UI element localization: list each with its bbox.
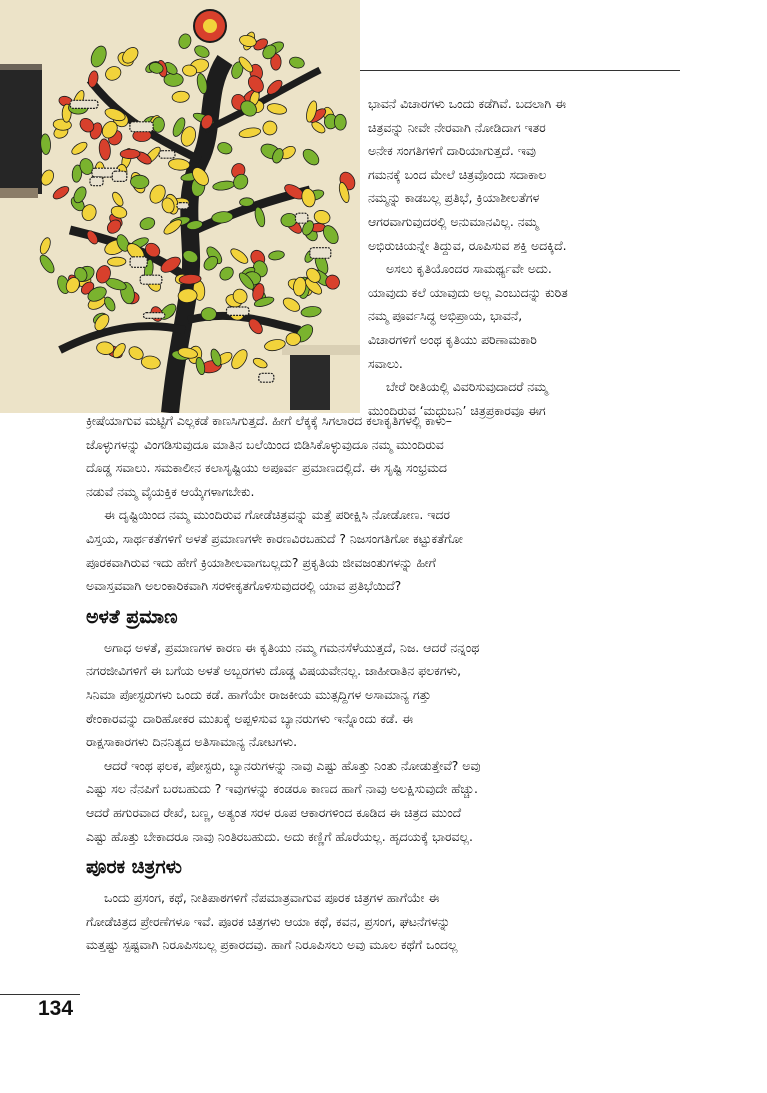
section-heading: ಅಳತೆ ಪ್ರಮಾಣ xyxy=(86,605,178,628)
paragraph xyxy=(86,754,686,848)
footer-rule xyxy=(0,994,80,995)
text-line: ಜೊಳ್ಳುಗಳನ್ನು ವಿಂಗಡಿಸುವುದೂ ಮಾತಿನ ಬಲೆಯಿಂದ ಬಿಡಿಸಿಕೊಳ್ಳುವುದೂ ನಮ್ಮ ಮುಂದಿರುವ xyxy=(86,436,444,452)
text-line: ದೊಡ್ಡ ಸವಾಲು. ಸಮಕಾಲೀನ ಕಲಾಸೃಷ್ಟಿಯು ಅಪೂರ್ವ ಪ್ರಮಾಣದಲ್ಲಿದೆ. ಈ ಸೃಷ್ಟಿ ಸಂಭ್ರಮದ xyxy=(86,460,447,476)
animal-figure xyxy=(112,171,127,181)
animal-figure xyxy=(130,122,153,132)
text-line: ನಡುವೆ ನಮ್ಮ ವೈಯಕ್ತಿಕ ಆಯ್ಕೆಗಳಾಗಬೇಕು. xyxy=(86,483,255,499)
text-line: ಕ್ರೀಷೆಯಾಗುವ ಮಟ್ಟಿಗೆ ಎಲ್ಲಕಡೆ ಕಾಣಸಿಗುತ್ತದೆ. ಹೀಗೆ ಲೆಕ್ಕಕ್ಕೆ ಸಿಗಲಾರದ ಕಲಾಕೃತಿಗಳಲ್ಲಿ ಕಾಳು– xyxy=(86,413,452,428)
text-line: ಒಂದು ಪ್ರಸಂಗ, ಕಥೆ, ನೀತಿಪಾಠಗಳಿಗೆ ನೆಪಮಾತ್ರವಾಗುವ ಪೂರಕ ಚಿತ್ರಗಳ ಹಾಗೆಯೇ ಈ xyxy=(104,890,440,906)
text-line: ಸಿನಿಮಾ ಪೋಸ್ಟರುಗಳು ಒಂದು ಕಡೆ. ಹಾಗೆಯೇ ರಾಜಕೀಯ ಮುತ್ಸದ್ದಿಗಳ ಅಸಾಮಾನ್ಯ ಗತ್ತು xyxy=(86,686,432,702)
leaf-mark xyxy=(334,114,347,130)
animal-figure xyxy=(90,177,103,186)
text-line: ಅಭಿರುಚಿಯನ್ನೇ ತಿದ್ದುವ, ರೂಪಿಸುವ ಶಕ್ತಿ ಅದಕ್ಕಿದೆ. xyxy=(368,237,567,253)
paragraph xyxy=(86,886,686,957)
page-number: 134 xyxy=(38,997,74,1020)
text-line: ಪೂರಕವಾಗಿರುವ ಇದು ಹೇಗೆ ಕ್ರಿಯಾಶೀಲವಾಗಬಲ್ಲದು? ಪ್ರಕೃತಿಯ ಜೀವಜಂತುಗಳನ್ನು ಹೀಗೆ xyxy=(86,554,436,570)
leaf-mark xyxy=(201,307,216,320)
animal-figure xyxy=(143,313,165,319)
text-line: ಮುಂದಿರುವ ‘ಮಧುಬನಿ’ ಚಿತ್ರಪ್ರಕಾರವೂ ಈಗ xyxy=(368,402,546,418)
animal-figure xyxy=(140,275,162,284)
text-line: ಅಗಾಧ ಅಳತೆ, ಪ್ರಮಾಣಗಳ ಕಾರಣ ಈ ಕೃತಿಯು ನಮ್ಮ ಗಮನಸೆಳೆಯುತ್ತದೆ, ನಿಜ. ಆದರೆ ನನ್ನಂಥ xyxy=(104,639,480,655)
text-line: ಭಾವನೆ ವಿಚಾರಗಳು ಒಂದು ಕಡೆಗಿವೆ. ಬದಲಾಗಿ ಈ xyxy=(368,96,566,111)
text-line: ಅನೇಕ ಸಂಗತಿಗಳಿಗೆ ದಾರಿಯಾಗುತ್ತದೆ. ಇವು xyxy=(368,143,536,159)
text-line: ವಿಚಾರಗಳಿಗೆ ಅಂಥ ಕೃತಿಯು ಪರಿಣಾಮಕಾರಿ xyxy=(368,331,537,347)
animal-figure xyxy=(177,203,189,209)
leaf-mark xyxy=(120,149,140,159)
text-line: ಠೇಂಕಾರವನ್ನು ದಾರಿಹೋಕರ ಮುಖಕ್ಕೆ ಅಪ್ಪಳಿಸುವ ಬ್ಯಾನರುಗಳು ಇನ್ನೊಂದು ಕಡೆ. ಈ xyxy=(86,710,413,726)
text-line: ಎಷ್ಟು ಹೊತ್ತು ಬೇಕಾದರೂ ನಾವು ನಿಂತಿರಬಹುದು. ಅದು ಕಣ್ಣಿಗೆ ಹೊರೆಯಲ್ಲ. ಹೃದಯಕ್ಕೆ ಭಾರವಲ್ಲ. xyxy=(86,828,473,844)
main-text xyxy=(86,409,686,957)
text-line: ನಮ್ಮ ಪೂರ್ವಸಿದ್ಧ ಅಭಿಪ್ರಾಯ, ಭಾವನೆ, xyxy=(368,308,523,324)
text-line: ಗೋಡೆಚಿತ್ರದ ಪ್ರೇರಣೆಗಳೂ ಇವೆ. ಪೂರಕ ಚಿತ್ರಗಳು ಆಯಾ ಕಥೆ, ಕವನ, ಪ್ರಸಂಗ, ಘಟನೆಗಳನ್ನು xyxy=(86,913,451,929)
text-line: ಎಷ್ಟು ಸಲ ನೆನಪಿಗೆ ಬರಬಹುದು ? ಇವುಗಳನ್ನು ಕಂಡರೂ ಕಾಣದ ಹಾಗೆ ನಾವು ಅಲಕ್ಷಿಸುವುದೇ ಹೆಚ್ಚು. xyxy=(86,781,478,797)
text-line: ಅಸಲು ಕೃತಿಯೊಂದರ ಸಾಮರ್ಥ್ಯವೇ ಅದು. xyxy=(386,261,552,277)
text-line: ಬೇರೆ ರೀತಿಯಲ್ಲಿ ವಿವರಿಸುವುದಾದರೆ ನಮ್ಮ xyxy=(386,379,548,395)
text-line: ರಾಕ್ಷಸಾಕಾರಗಳು ದಿನನಿತ್ಯದ ಅತಿಸಾಮಾನ್ಯ ನೋಟಗಳು. xyxy=(86,734,298,750)
animal-figure xyxy=(296,213,308,223)
leaf-mark xyxy=(239,198,253,207)
text-line: ಅವಾಸ್ತವವಾಗಿ ಅಲಂಕಾರಿಕವಾಗಿ ಸರಳೀಕೃತಗೊಳಿಸುವುದರಲ್ಲಿ ಯಾವ ಪ್ರತಿಭೆಯಿದೆ? xyxy=(86,578,402,594)
text-line: ಸವಾಲು. xyxy=(368,355,403,371)
madhubani-tree-artwork xyxy=(0,0,360,413)
animal-figure xyxy=(259,373,274,382)
animal-figure xyxy=(159,151,175,159)
text-line: ಆದರೆ ಇಂಥ ಫಲಕ, ಪೋಸ್ಟರು, ಬ್ಯಾನರುಗಳನ್ನು ನಾವು ಎಷ್ಟು ಹೊತ್ತು ನಿಂತು ನೋಡುತ್ತೇವೆ? ಅವು xyxy=(104,757,481,773)
paragraph xyxy=(86,503,686,597)
leaf-mark xyxy=(107,257,126,267)
header-rule xyxy=(360,70,680,71)
text-line: ಈ ದೃಷ್ಟಿಯಿಂದ ನಮ್ಮ ಮುಂದಿರುವ ಗೋಡೆಚಿತ್ರವನ್ನು ಮತ್ತೆ ಪರೀಕ್ಷಿಸಿ ನೋಡೋಣ. ಇದರ xyxy=(104,507,450,523)
leaf-mark xyxy=(164,73,183,86)
text-line: ನಗರಜೀವಿಗಳಿಗೆ ಈ ಬಗೆಯ ಅಳತೆ ಅಬ್ಬರಗಳು ದೊಡ್ಡ ವಿಷಯವೇನಲ್ಲ. ಜಾಹೀರಾತಿನ ಫಲಕಗಳು, xyxy=(86,663,462,679)
text-line: ಆದರೆ ಹಗುರವಾದ ರೇಖೆ, ಬಣ್ಣ, ಅತ್ಯಂತ ಸರಳ ರೂಪ ಆಕಾರಗಳಿಂದ ಕೂಡಿದ ಈ ಚಿತ್ರದ ಮುಂದೆ xyxy=(86,804,462,820)
animal-figure xyxy=(310,248,331,259)
text-line: ವಿಸ್ತಯ, ಸಾರ್ಥಕತೆಗಳಿಗೆ ಅಳತೆ ಪ್ರಮಾಣಗಳೇ ಕಾರಣವಿರಬಹುದೆ ? ನಿಜಸಂಗತಿಗೋ ಕಟ್ಟುಕತೆಗೋ xyxy=(86,530,463,546)
text-line: ಮತ್ತಷ್ಟು ಸ್ಪಷ್ಟವಾಗಿ ನಿರೂಪಿಸಬಲ್ಲ ಪ್ರಕಾರದವು. ಹಾಗೆ ನಿರೂಪಿಸಲು ಅವು ಮೂಲ ಕಥೆಗೆ ಒಂದಲ್ಲ xyxy=(86,937,458,953)
animal-figure xyxy=(227,307,250,315)
section-heading: ಪೂರಕ ಚಿತ್ರಗಳು xyxy=(86,856,182,879)
text-line: ಯಾವುದು ಕಲೆ ಯಾವುದು ಅಲ್ಲ ಎಂಬುದನ್ನು ಕುರಿತ xyxy=(368,284,568,300)
animal-figure xyxy=(130,257,147,268)
text-line: ಗಮನಕ್ಕೆ ಬಂದ ಮೇಲೆ ಚಿತ್ರವೊಂದು ಸದಾಕಾಲ xyxy=(368,166,547,182)
animal-figure xyxy=(70,100,98,108)
paragraph xyxy=(86,409,686,503)
paragraph xyxy=(86,636,686,754)
column-text xyxy=(368,92,686,422)
text-line: ಆಗರವಾಗುವುದರಲ್ಲಿ ಅನುಮಾನವಿಲ್ಲ. ನಮ್ಮ xyxy=(368,213,539,229)
text-line: ಚಿತ್ರವನ್ನು ನೀವೇ ನೇರವಾಗಿ ನೋಡಿದಾಗ ಇತರ xyxy=(368,119,546,135)
text-line: ನಮ್ಮನ್ನು ಕಾಡಬಲ್ಲ ಪ್ರತಿಭೆ, ಕ್ರಿಯಾಶೀಲತೆಗಳ xyxy=(368,190,540,206)
